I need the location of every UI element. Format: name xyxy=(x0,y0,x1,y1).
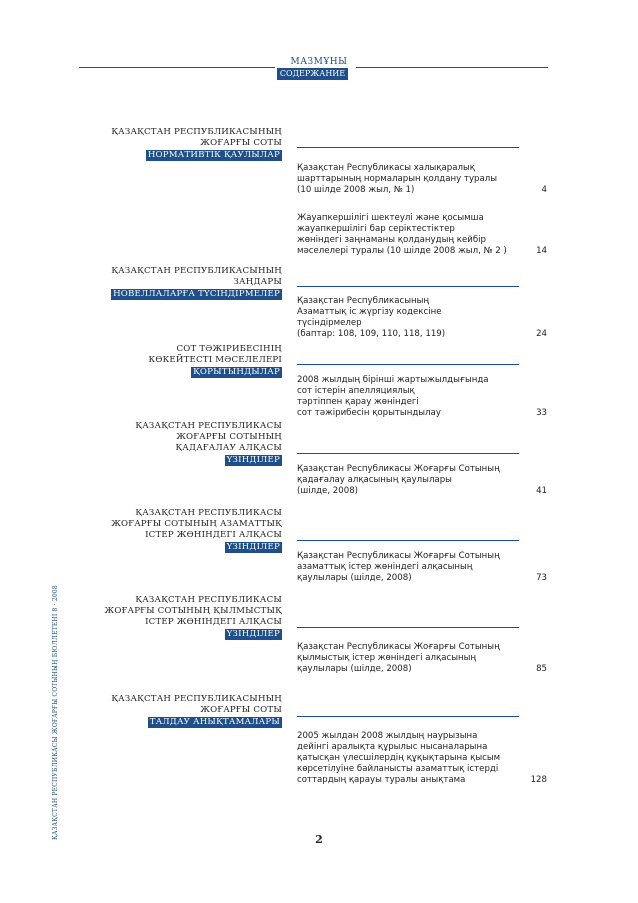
section-heading xyxy=(111,694,282,728)
entry-page-number: 128 xyxy=(530,775,547,785)
header-rule-left xyxy=(79,67,275,68)
entry-text-line: түсіндірмелер xyxy=(297,318,362,328)
entry-text-line: көрсетілуіне байланысты азаматтық істерді xyxy=(297,764,499,774)
entry-separator xyxy=(297,453,519,454)
toc-entry[interactable] xyxy=(297,375,547,419)
section-heading-line: ІСТЕР ЖӨНІНДЕГІ АЛҚАСЫ xyxy=(145,617,282,627)
entry-page-number: 4 xyxy=(541,185,547,195)
entry-text-line: (баптар: 108, 109, 110, 118, 119) xyxy=(297,329,446,339)
entry-page-number: 33 xyxy=(536,408,547,418)
entry-page-number: 14 xyxy=(536,246,547,256)
entry-text-line: (шілде, 2008) xyxy=(297,486,359,496)
entry-text-line: қаулылары (шілде, 2008) xyxy=(297,573,412,583)
toc-entry[interactable] xyxy=(297,642,547,675)
side-running-title: ҚАЗАҚСТАН РЕСПУБЛИКАСЫ ЖОҒАРҒЫ СОТЫНЫҢ БЮЛЛЕТЕНІ 8 · 2008 xyxy=(52,585,59,840)
entry-text-line: Қазақстан Республикасы Жоғарғы Сотының xyxy=(297,642,500,652)
section-heading-line: СОТ ТӘЖІРИБЕСІНІҢ xyxy=(176,344,282,354)
entry-page-number: 73 xyxy=(536,573,547,583)
entry-text-line: соттардың қарауы туралы анықтама xyxy=(297,775,466,785)
section-heading-line: ҚАЗАҚСТАН РЕСПУБЛИКАСЫ xyxy=(135,595,282,605)
entry-page-number: 24 xyxy=(536,329,547,339)
section-heading-line: ҚАЗАҚСТАН РЕСПУБЛИКАСЫ xyxy=(135,508,282,518)
section-heading xyxy=(111,127,282,161)
entry-text-line: жауапкершілігі бар серіктестіктер xyxy=(297,224,455,234)
entry-text-line: Қазақстан Республикасы Жоғарғы Сотының xyxy=(297,551,500,561)
entry-text-line: Жауапкершілігі шектеулі және қосымша xyxy=(297,213,484,223)
section-heading-line: КӨКЕЙТЕСТІ МӘСЕЛЕЛЕРІ xyxy=(148,355,282,365)
section-heading-line: ЗАҢДАРЫ xyxy=(233,277,282,287)
entry-separator xyxy=(297,364,519,365)
entry-page-number: 41 xyxy=(536,486,547,496)
section-heading-line: ЖОҒАРҒЫ СОТЫНЫҢ АЗАМАТТЫҚ xyxy=(111,519,282,529)
section-heading-highlight: НОРМАТИВТІК ҚАУЛЫЛАР xyxy=(147,150,280,160)
entry-text-line: сот тәжірибесін қорытындылау xyxy=(297,408,441,418)
section-heading-line: ҚАЗАҚСТАН РЕСПУБЛИКАСЫ xyxy=(135,421,282,431)
toc-entry[interactable] xyxy=(297,213,547,257)
entry-separator xyxy=(297,716,519,717)
section-heading-line: ҚАЗАҚСТАН РЕСПУБЛИКАСЫНЫҢ xyxy=(111,266,282,276)
entry-separator xyxy=(297,147,519,148)
header-rule-right xyxy=(356,67,548,68)
section-heading-line: ҚАЗАҚСТАН РЕСПУБЛИКАСЫНЫҢ xyxy=(111,127,282,137)
entry-separator xyxy=(297,540,519,541)
page-number: 2 xyxy=(315,833,323,846)
entry-text-line: Қазақстан Республикасы халықаралық xyxy=(297,163,475,173)
toc-entry[interactable] xyxy=(297,551,547,584)
page-title-kz: МАЗМҰНЫ xyxy=(290,57,348,67)
section-heading xyxy=(148,344,282,378)
section-heading-line: ЖОҒАРҒЫ СОТЫНЫҢ ҚЫЛМЫСТЫҚ xyxy=(104,606,282,616)
section-heading-highlight: ҚОРЫТЫНДЫЛАР xyxy=(193,367,280,377)
entry-text-line: қадағалау алқасының қаулылары xyxy=(297,475,452,485)
section-heading-line: ЖОҒАРҒЫ СОТЫ xyxy=(200,138,282,148)
entry-text-line: мәселелері туралы (10 шілде 2008 жыл, № 2 ) xyxy=(297,246,507,256)
section-heading xyxy=(135,421,282,466)
section-heading-highlight: ҮЗІНДІЛЕР xyxy=(226,455,280,465)
entry-text-line: қылмыстық істер жөніндегі алқасының xyxy=(297,653,477,663)
entry-text-line: 2008 жылдың бірінші жартыжылдығында xyxy=(297,375,489,385)
toc-entry[interactable] xyxy=(297,731,547,786)
entry-text-line: 2005 жылдан 2008 жылдың наурызына xyxy=(297,731,478,741)
entry-text-line: (10 шілде 2008 жыл, № 1) xyxy=(297,185,415,195)
toc-entry[interactable] xyxy=(297,163,547,196)
toc-entry[interactable] xyxy=(297,296,547,340)
toc-entry[interactable] xyxy=(297,464,547,497)
section-heading-highlight: ҮЗІНДІЛЕР xyxy=(226,542,280,552)
entry-text-line: қаулылары (шілде, 2008) xyxy=(297,664,412,674)
entry-text-line: Қазақстан Республикасы Жоғарғы Сотының xyxy=(297,464,500,474)
entry-text-line: азаматтық істер жөніндегі алқасының xyxy=(297,562,473,572)
section-heading-line: ҚАДАҒАЛАУ АЛҚАСЫ xyxy=(175,443,282,453)
section-heading xyxy=(105,595,283,640)
entry-separator xyxy=(297,286,519,287)
entry-page-number: 85 xyxy=(536,664,547,674)
section-heading-line: ҚАЗАҚСТАН РЕСПУБЛИКАСЫНЫҢ xyxy=(111,694,282,704)
section-heading-line: ЖОҒАРҒЫ СОТЫНЫҢ xyxy=(176,432,282,442)
entry-text-line: дейінгі аралықта құрылыс нысаналарына xyxy=(297,742,488,752)
section-heading-highlight: ТАЛДАУ АНЫҚТАМАЛАРЫ xyxy=(149,717,280,727)
section-heading-highlight: НОВЕЛЛАЛАРҒА ТҮСІНДІРМЕЛЕР xyxy=(113,289,280,299)
entry-text-line: сот істерін апелляциялық xyxy=(297,386,415,396)
entry-text-line: қатысқан үлесшілердің құқықтарына қысым xyxy=(297,753,501,763)
entry-text-line: жөніндегі заңнаманы қолданудың кейбір xyxy=(297,235,486,245)
section-heading xyxy=(111,266,282,300)
page-title-ru: СОДЕРЖАНИЕ xyxy=(277,68,348,80)
entry-text-line: Қазақстан Республикасының xyxy=(297,296,430,306)
section-heading xyxy=(111,508,282,553)
entry-separator xyxy=(297,627,519,628)
entry-text-line: Азаматтық іс жүргізу кодексіне xyxy=(297,307,442,317)
entry-text-line: шарттарының нормаларын қолдану туралы xyxy=(297,174,498,184)
section-heading-highlight: ҮЗІНДІЛЕР xyxy=(226,629,280,639)
section-heading-line: ІСТЕР ЖӨНІНДЕГІ АЛҚАСЫ xyxy=(145,530,282,540)
section-heading-line: ЖОҒАРҒЫ СОТЫ xyxy=(200,705,282,715)
entry-text-line: тәртіппен қарау жөніндегі xyxy=(297,397,419,407)
